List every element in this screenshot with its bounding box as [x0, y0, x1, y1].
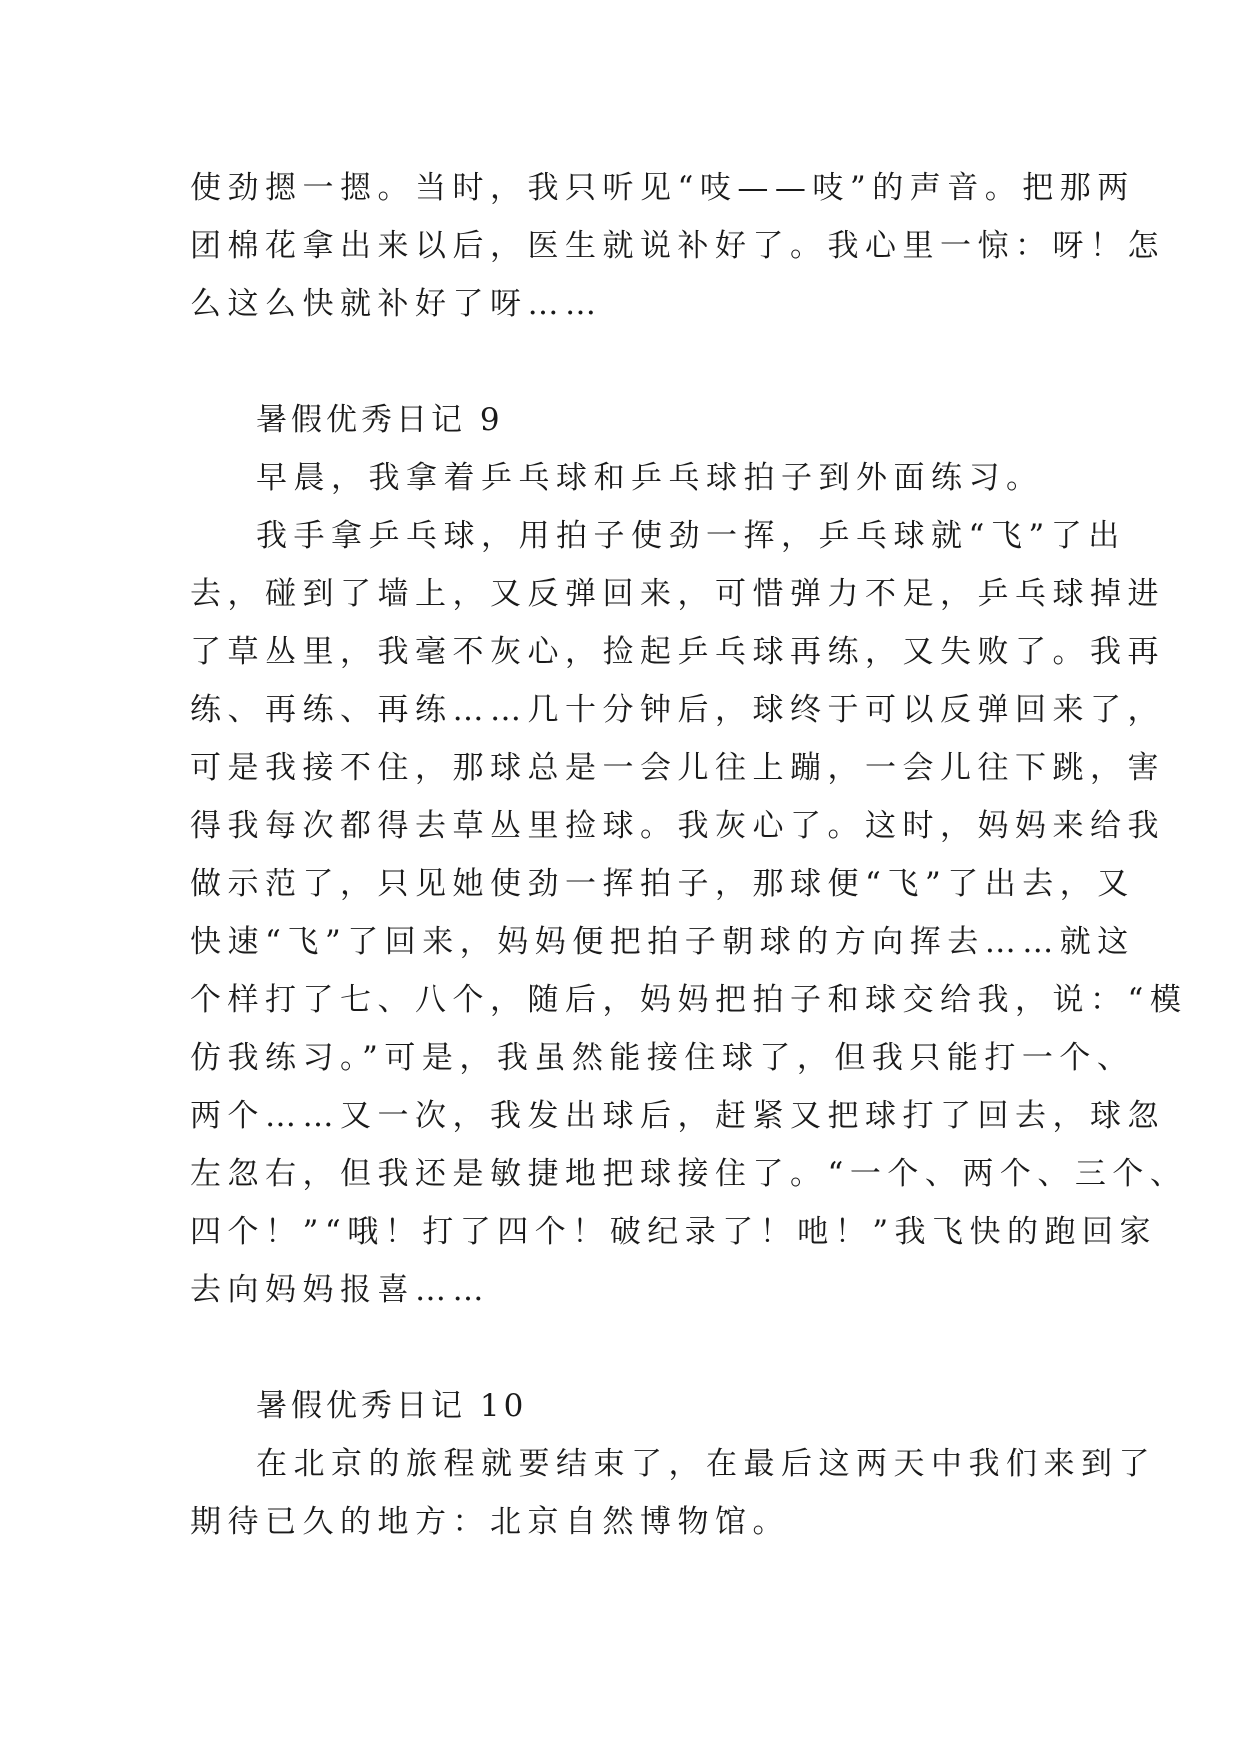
text-line: 仿我练习。”可是，我虽然能接住球了，但我只能打一个、 — [190, 1040, 1135, 1076]
text-line: 练、再练、再练……几十分钟后，球终于可以反弹回来了， — [190, 692, 1165, 728]
text-line: 去，碰到了墙上，又反弹回来，可惜弹力不足，乒乓球掉进 — [190, 576, 1165, 612]
text-line: 我手拿乒乓球，用拍子使劲一挥，乒乓球就“飞”了出 — [256, 518, 1126, 554]
text-line: 期待已久的地方：北京自然博物馆。 — [190, 1504, 790, 1540]
text-line: 做示范了，只见她使劲一挥拍子，那球便“飞”了出去，又 — [190, 866, 1135, 902]
text-line: 使劲摁一摁。当时，我只听见“吱——吱”的声音。把那两 — [190, 170, 1135, 206]
text-line: 团棉花拿出来以后，医生就说补好了。我心里一惊：呀！怎 — [190, 228, 1165, 264]
text-line: 四个！”“哦！打了四个！破纪录了！吔！”我飞快的跑回家 — [190, 1214, 1158, 1250]
text-line: 得我每次都得去草丛里捡球。我灰心了。这时，妈妈来给我 — [190, 808, 1165, 844]
text-line: 了草丛里，我毫不灰心，捡起乒乓球再练，又失败了。我再 — [190, 634, 1165, 670]
text-line: 可是我接不住，那球总是一会儿往上蹦，一会儿往下跳，害 — [190, 750, 1165, 786]
text-line: 早晨，我拿着乒乓球和乒乓球拍子到外面练习。 — [256, 460, 1044, 496]
text-line: 在北京的旅程就要结束了，在最后这两天中我们来到了 — [256, 1446, 1156, 1482]
text-line: 么这么快就补好了呀…… — [190, 286, 603, 322]
section-title: 暑假优秀日记 10 — [256, 1388, 528, 1424]
text-line: 去向妈妈报喜…… — [190, 1272, 490, 1308]
text-line: 快速“飞”了回来，妈妈便把拍子朝球的方向挥去……就这 — [190, 924, 1135, 960]
section-title: 暑假优秀日记 9 — [256, 402, 504, 438]
text-line: 两个……又一次，我发出球后，赶紧又把球打了回去，球忽 — [190, 1098, 1165, 1134]
text-line: 个样打了七、八个，随后，妈妈把拍子和球交给我，说：“模 — [190, 982, 1188, 1018]
text-line: 左忽右，但我还是敏捷地把球接住了。“一个、两个、三个、 — [190, 1156, 1188, 1192]
